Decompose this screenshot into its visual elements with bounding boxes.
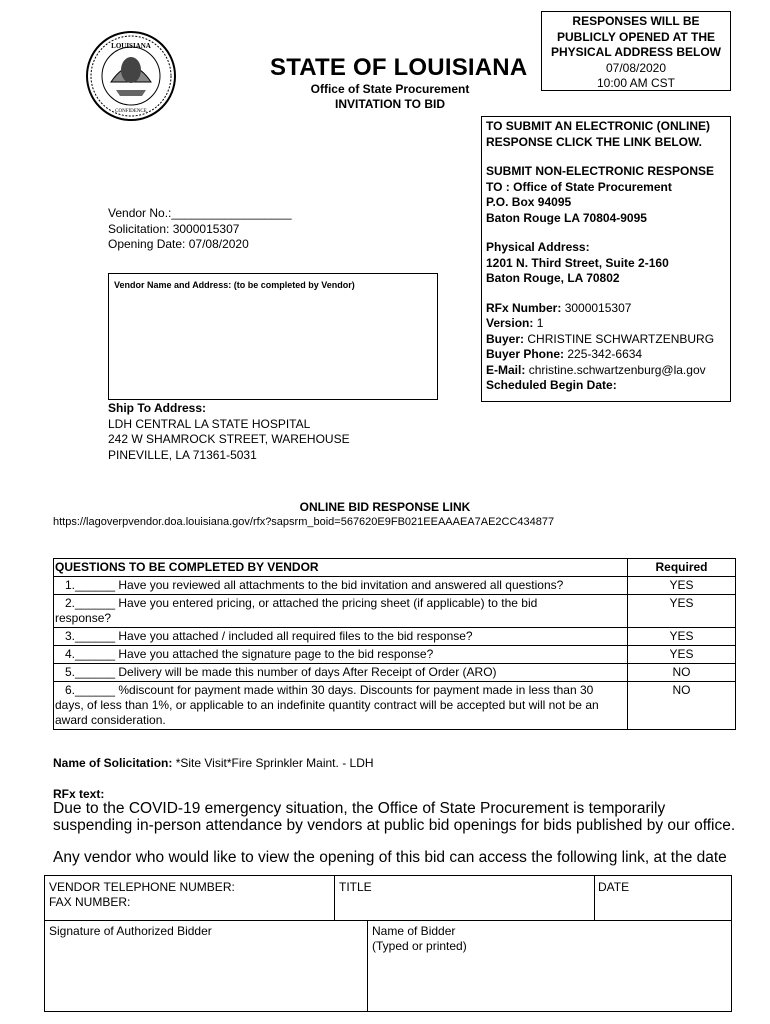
physical-line: 1201 N. Third Street, Suite 2-160 xyxy=(486,255,669,270)
physical-label: Physical Address: xyxy=(486,240,590,254)
rfx-buyer: Buyer: CHRISTINE SCHWARTZENBURG xyxy=(486,331,715,346)
vendor-telephone-field[interactable] xyxy=(49,880,235,910)
ship-to-line: 242 W SHAMROCK STREET, WAREHOUSE xyxy=(108,432,350,446)
table-row xyxy=(54,664,736,682)
question-text[interactable]: 3.______ Have you attached / included all required files to the bid response? xyxy=(65,629,473,643)
table-row xyxy=(54,577,736,595)
table-header-row xyxy=(54,559,736,577)
question-text[interactable]: 2.______ Have you entered pricing, or attached the pricing sheet (if applicable) to the bid xyxy=(65,596,538,610)
rfx-phone: Buyer Phone: 225-342-6634 xyxy=(486,347,643,361)
opening-date: Opening Date: 07/08/2020 xyxy=(108,237,249,251)
questions-header: QUESTIONS TO BE COMPLETED BY VENDOR xyxy=(54,559,628,577)
svg-text:CONFIDENCE: CONFIDENCE xyxy=(115,109,147,114)
rfx-text-label: RFx text: xyxy=(53,787,105,801)
solicitation-name xyxy=(53,756,374,770)
title-field[interactable] xyxy=(339,880,372,895)
nonelec-line: TO : Office of State Procurement xyxy=(486,179,672,194)
state-seal xyxy=(80,30,182,122)
required-header: Required xyxy=(628,559,736,577)
required-value: NO xyxy=(628,682,736,730)
fax-label: FAX NUMBER: xyxy=(49,895,131,909)
question-text-cont: award consideration. xyxy=(55,713,166,727)
submission-info-box xyxy=(481,116,731,402)
required-value: YES xyxy=(628,646,736,664)
date-field[interactable] xyxy=(598,880,629,895)
solicitation-number: Solicitation: 3000015307 xyxy=(108,221,240,236)
po-box: P.O. Box 94095 xyxy=(486,195,572,209)
required-value: YES xyxy=(628,595,736,628)
svg-text:LOUISIANA: LOUISIANA xyxy=(111,42,151,50)
physical-line: Baton Rouge, LA 70802 xyxy=(486,271,620,285)
page-title: STATE OF LOUISIANA xyxy=(270,54,528,81)
solicitation-name-value: *Site Visit*Fire Sprinkler Maint. - LDH xyxy=(175,756,374,770)
online-link-title: ONLINE BID RESPONSE LINK xyxy=(299,500,471,514)
telephone-label: VENDOR TELEPHONE NUMBER: xyxy=(49,880,235,894)
rfx-paragraph: Any vendor who would like to view the opening of this bid can access the following link, at the date xyxy=(53,849,727,866)
rfx-text-body xyxy=(53,800,743,881)
rfx-paragraph: Due to the COVID-19 emergency situation, the Office of State Procurement is temporarily suspending in-person attendance by vendors at public bid openings for bids published by our office. xyxy=(53,800,736,834)
doc-type: INVITATION TO BID xyxy=(335,97,445,111)
public-opening-notice xyxy=(541,11,731,91)
bidder-name-sublabel: (Typed or printed) xyxy=(372,939,467,953)
po-city: Baton Rouge LA 70804-9095 xyxy=(486,210,647,225)
office-name: Office of State Procurement xyxy=(310,82,470,96)
notice-time: 10:00 AM CST xyxy=(596,76,676,90)
notice-date: 07/08/2020 xyxy=(605,60,667,75)
notice-line: PHYSICAL ADDRESS BELOW xyxy=(550,45,721,59)
electronic-line: TO SUBMIT AN ELECTRONIC (ONLINE) xyxy=(486,119,710,133)
nonelec-line: SUBMIT NON-ELECTRONIC RESPONSE xyxy=(486,164,715,178)
signature-label: Signature of Authorized Bidder xyxy=(49,924,212,938)
rfx-begin-date: Scheduled Begin Date: xyxy=(486,378,617,392)
vendor-info xyxy=(108,206,292,253)
signature-field[interactable] xyxy=(49,924,212,939)
table-row xyxy=(54,595,736,628)
required-value: NO xyxy=(628,664,736,682)
electronic-line: RESPONSE CLICK THE LINK BELOW. xyxy=(486,134,703,149)
bidder-name-label: Name of Bidder xyxy=(372,924,456,938)
question-text[interactable]: 6.______ %discount for payment made within 30 days. Discounts for payment made in less than 30 xyxy=(65,683,594,697)
date-label: DATE xyxy=(598,880,630,894)
vendor-name-address-field[interactable] xyxy=(108,273,438,400)
page-subtitle xyxy=(300,82,480,112)
title-label: TITLE xyxy=(339,880,372,894)
ship-to-line: LDH CENTRAL LA STATE HOSPITAL xyxy=(108,416,311,431)
question-text[interactable]: 4.______ Have you attached the signature page to the bid response? xyxy=(65,647,434,661)
required-value: YES xyxy=(628,628,736,646)
vendor-box-label: Vendor Name and Address: (to be completed by Vendor) xyxy=(114,280,355,290)
question-text-cont: days, of less than 1%, or applicable to an indefinite quantity contract will be accepted but will not be an xyxy=(55,698,599,712)
question-text[interactable]: 5.______ Delivery will be made this number of days After Receipt of Order (ARO) xyxy=(65,665,497,679)
online-bid-link[interactable]: https://lagoverpvendor.doa.louisiana.gov/rfx?sapsrm_boid=567620E9FB021EEAAAEA7AE2CC434877 xyxy=(53,516,555,528)
rfx-email: E-Mail: christine.schwartzenburg@la.gov xyxy=(486,362,706,377)
rfx-number: RFx Number: 3000015307 xyxy=(486,300,632,315)
vendor-number: Vendor No.:__________________ xyxy=(108,206,292,220)
question-text-cont: response? xyxy=(55,611,112,625)
table-row xyxy=(54,682,736,730)
ship-to-line: PINEVILLE, LA 71361-5031 xyxy=(108,447,257,462)
rfx-version: Version: 1 xyxy=(486,316,544,330)
notice-line: RESPONSES WILL BE xyxy=(572,14,700,28)
signature-block xyxy=(44,875,732,1012)
ship-to-address xyxy=(108,401,350,463)
required-value: YES xyxy=(628,577,736,595)
table-row xyxy=(54,628,736,646)
ship-to-label: Ship To Address: xyxy=(108,401,207,415)
vendor-questions-table xyxy=(53,558,736,730)
notice-line: PUBLICLY OPENED AT THE xyxy=(556,29,716,44)
bidder-name-field[interactable] xyxy=(372,924,467,954)
solicitation-name-label: Name of Solicitation: xyxy=(53,756,173,770)
question-text[interactable]: 1.______ Have you reviewed all attachments to the bid invitation and answered all questions? xyxy=(65,578,564,592)
table-row xyxy=(54,646,736,664)
